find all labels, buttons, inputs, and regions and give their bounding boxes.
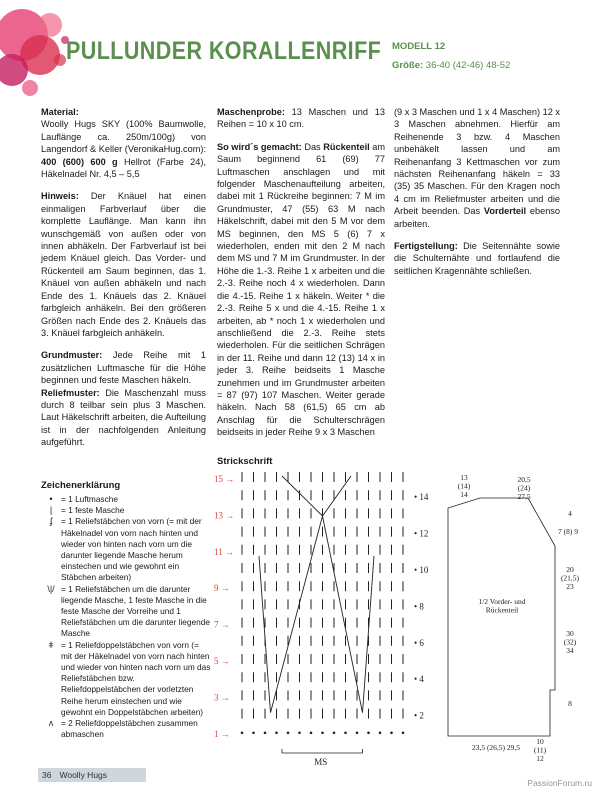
chain-stitch-mark — [241, 732, 244, 735]
chain-stitch-mark — [344, 732, 347, 735]
garment-outline — [448, 498, 555, 736]
row-number-right: • 8 — [414, 601, 424, 612]
chain-stitch-mark — [390, 732, 393, 735]
chain-stitch-mark — [275, 732, 278, 735]
vorderteil-label: Vorderteil — [483, 206, 527, 217]
row-number-right: • 4 — [414, 674, 424, 685]
material-paragraph — [41, 106, 206, 180]
page-number: 36 — [42, 770, 52, 780]
legend-title: Zeichenerklärung — [41, 480, 121, 491]
row-number-left: 15 → — [214, 474, 235, 484]
chain-stitch-mark — [379, 732, 382, 735]
fertigstellung-label: Fertigstellung: — [394, 241, 458, 252]
chain-stitch-mark — [252, 732, 255, 735]
relief-stitch-line — [259, 556, 271, 713]
sizes-value: 36-40 (42-46) 48-52 — [425, 60, 511, 71]
row-number-left: 9 → — [214, 583, 230, 594]
row-number-left: 5 → — [214, 656, 230, 666]
measure-armhole: 20 (21,5) 23 — [560, 565, 580, 591]
hinweis-text: Der Knäuel hat einen einmaligen Farbverlauf über die komplette Lauflänge. Man kann ihn wunschgemäß von außen oder von innen abhäkeln. Der Farbverlauf ist bei jedem Knäuel gleich. Das Vorder- und Rückenteil am Saum beginnen, das 1. Knäuel von außen abhäkeln und nach Ende des 1. Knäuels das 2. Knäuel farbgleich anhäkeln. Bei den größeren Größen nach Ende des 2. Knäuels das 3. Knäuel farbgleich anhäkeln. — [41, 191, 206, 338]
row-number-left: 11 → — [214, 546, 234, 557]
material-rest: Hellrot (Farbe 24), Häkelnadel Nr. 4,5 – 5,5 — [41, 156, 206, 180]
maschenprobe-paragraph — [217, 106, 385, 131]
sizes-label: Größe: — [392, 60, 424, 71]
reliefmuster-text: Die Maschenzahl muss durch 8 teilbar sein plus 3 Maschen. Laut Häkelschrift arbeiten, die Aufteilung ist in der nachfolgenden Anleitung aufgeführt. — [41, 387, 206, 448]
hinweis-paragraph — [41, 190, 206, 339]
legend-item — [41, 584, 211, 640]
sowirds-text-1: Das — [304, 141, 321, 152]
sizes-line — [392, 60, 510, 71]
fertigstellung-paragraph — [394, 240, 560, 277]
measure-side-bottom: 10 (11) 12 — [533, 737, 547, 763]
chain-stitch-mark — [287, 732, 290, 735]
measure-hem: 8 — [568, 699, 572, 708]
instructions-column-2 — [217, 106, 385, 449]
chain-stitch-mark — [333, 732, 336, 735]
measure-width: 23,5 (26,5) 29,5 — [471, 743, 521, 752]
legend-text: = 2 Reliefdoppelstäbchen zusammen abmaschen — [61, 718, 198, 740]
chain-stitch-mark — [367, 732, 370, 735]
row-number-right: • 2 — [414, 710, 424, 721]
instructions-column-3 — [394, 106, 560, 287]
legend-text: = 1 Reliefdoppelstäbchen von vorn (= mit der Häkelnadel von vorn nach hinten und wieder von hinten nach vorn um das Reliefstäbchen bzw. Reliefdoppelstäbchen der vorletzten Reihe herum einstechen und wie gewohnt ein Doppelstäbchen arbeiten) — [61, 639, 211, 717]
legend — [41, 494, 211, 740]
relief-stitch-line — [363, 556, 375, 713]
garment-schematic — [440, 468, 590, 768]
row-number-right: • 10 — [414, 565, 429, 575]
measure-shoulder: 20,5 (24) 27,5 — [517, 475, 531, 501]
row-number-right: • 14 — [414, 492, 429, 503]
chain-stitch-mark — [402, 732, 405, 735]
relief-stitch-line — [271, 516, 323, 713]
material-text: Woolly Hugs SKY (100% Baumwolle, Lauflänge ca. 250m/100g) von Langendorf & Keller (VeronikaHug.com): — [41, 119, 206, 155]
fertigstellung-text: Die Seitennähte sowie die Schulternähte und fortlaufend die seitlichen Kragennähte schließen. — [394, 241, 560, 276]
legend-item — [41, 516, 211, 583]
row-number-left: 13 → — [214, 510, 235, 521]
row-number-right: • 12 — [414, 528, 429, 539]
page-title: PULLUNDER KORALLENRIFF — [66, 37, 382, 65]
legend-text: = 1 Reliefstäbchen um die darunter liegende Masche, 1 feste Masche in die feste Masche der Vorreihe und 1 Reliefstäbchen um die darunter liegende Masche — [61, 583, 210, 639]
legend-symbol: ǂ — [48, 639, 54, 650]
chart-title: Strickschrift — [217, 456, 273, 467]
measure-side: 30 (32) 34 — [563, 629, 577, 655]
watermark: PassionForum.ru — [527, 778, 592, 788]
legend-item — [41, 505, 211, 516]
legend-symbol: ʌ — [48, 718, 54, 729]
legend-text: = 1 Luftmasche — [61, 494, 118, 504]
measure-shoulder-slope: 7 (8) 9 — [558, 527, 578, 536]
chain-stitch-mark — [356, 732, 359, 735]
maschenprobe-label: Maschenprobe: — [217, 107, 285, 117]
legend-text: = 1 Reliefstäbchen von vorn (= mit der Häkelnadel von vorn nach hinten und wieder von hinten nach vorn um die darunter liegende Masche herum einstechen und wie gewohnt ein Stäbchen arbeiten) — [61, 516, 202, 583]
material-label: Material: — [41, 107, 79, 117]
ms-label: MS — [314, 757, 328, 766]
grundmuster-label: Grundmuster: — [41, 350, 103, 361]
sowirds-label: So wird´s gemacht: — [217, 141, 302, 152]
chain-stitch-mark — [310, 732, 313, 735]
sowirds-paragraph — [217, 141, 385, 439]
sowirds-text-2: am Saum beginnend 61 (69) 77 Luftmaschen anschlagen und mit folgender Maschenaufteilung arbeiten, dabei mit 1 Rückreihe beginnen: 7 M im Grundmuster, 47 (55) 63 M nach Häkelschrift, dabei mit den 5 M vor dem MS beginnen, den MS 5 (6) 7 x wiederholen, enden mit den 2 M nach dem MS und 7 M im Grundmuster. In der Höhe die 1.-3. Reihe 1 x arbeiten und die 2.-3. Reihe noch 4 x wiederholen. Dann die 4.-15. Reihe 1 x häkeln. Weiter * die 2.-3. Reihe 5 x und die 4.-15. Reihe 1 x arbeiten, ab * noch 1 x wiederholen und anschließend die 2.-3. Reihe stets wiederholen. Für die seitlichen Schrägen in der 11. Reihe und dann 12 (13) 14 x in jeder 3. Reihe beidseits 1 Masche zunehmen und im Grundmuster arbeiten = 87 (97) 107 Maschen. Weiter gerade häkeln. Nach 58 (61,5) 65 cm ab Anschlag für die Schulterschrägen beidseits in jeder Reihe 9 x 3 Maschen — [217, 141, 386, 438]
legend-item — [41, 640, 211, 718]
model-number: MODELL 12 — [392, 41, 446, 52]
legend-symbol: • — [49, 494, 53, 504]
page-footer — [38, 768, 146, 782]
maschenprobe-text: 13 Maschen und 13 Reihen = 10 x 10 cm. — [217, 107, 385, 130]
legend-item — [41, 494, 211, 505]
footer-brand: Woolly Hugs — [59, 770, 108, 780]
continuation-text-1: (9 x 3 Maschen und 1 x 4 Maschen) 12 x 3 Maschen abnehmen. Hierfür am Reihenende 3 bzw. 4 Maschen unbehäkelt lassen und am Reihenanfang 3 Kettmaschen vor zum nächsten Reihenanfang häkeln = 33 (35) 35 Maschen. Für den Kragen noch 4 cm im Reliefmuster arbeiten und die Arbeit beenden. Das — [394, 107, 560, 217]
chain-stitch-mark — [264, 732, 267, 735]
relief-stitch-line — [323, 476, 352, 516]
hinweis-label: Hinweis: — [41, 191, 79, 202]
schematic-label: 1/2 Vorder- und Rückenteil — [478, 597, 526, 615]
chain-stitch-mark — [321, 732, 324, 735]
row-number-right: • 6 — [414, 637, 424, 648]
grundmuster-text: Jede Reihe mit 1 zusätzlichen Luftmasche für die Höhe beginnen und feste Maschen häkeln. — [41, 350, 206, 386]
row-number-left: 7 → — [214, 619, 230, 630]
chain-stitch-mark — [298, 732, 301, 735]
continuation-paragraph — [394, 106, 560, 230]
legend-text: = 1 feste Masche — [61, 505, 125, 516]
measure-collar: 4 — [568, 509, 572, 518]
instructions-column-1 — [41, 106, 206, 449]
ms-bracket — [282, 749, 363, 753]
reliefmuster-label: Reliefmuster: — [41, 387, 100, 398]
legend-item — [41, 718, 211, 740]
crochet-chart — [214, 466, 434, 766]
legend-symbol: | — [49, 505, 53, 516]
measure-neck: 13 (14) 14 — [457, 473, 471, 499]
legend-symbol: \|/ — [47, 583, 55, 594]
pattern-paragraph — [41, 349, 206, 448]
row-number-left: 3 → — [214, 692, 230, 703]
rueckenteil-label: Rückenteil — [323, 141, 370, 152]
row-number-left: 1 → — [214, 728, 230, 739]
legend-symbol: ʄ — [49, 516, 53, 527]
material-amount: 400 (600) 600 g — [41, 156, 118, 167]
continuation-text-2: ebenso arbeiten. — [394, 206, 561, 229]
